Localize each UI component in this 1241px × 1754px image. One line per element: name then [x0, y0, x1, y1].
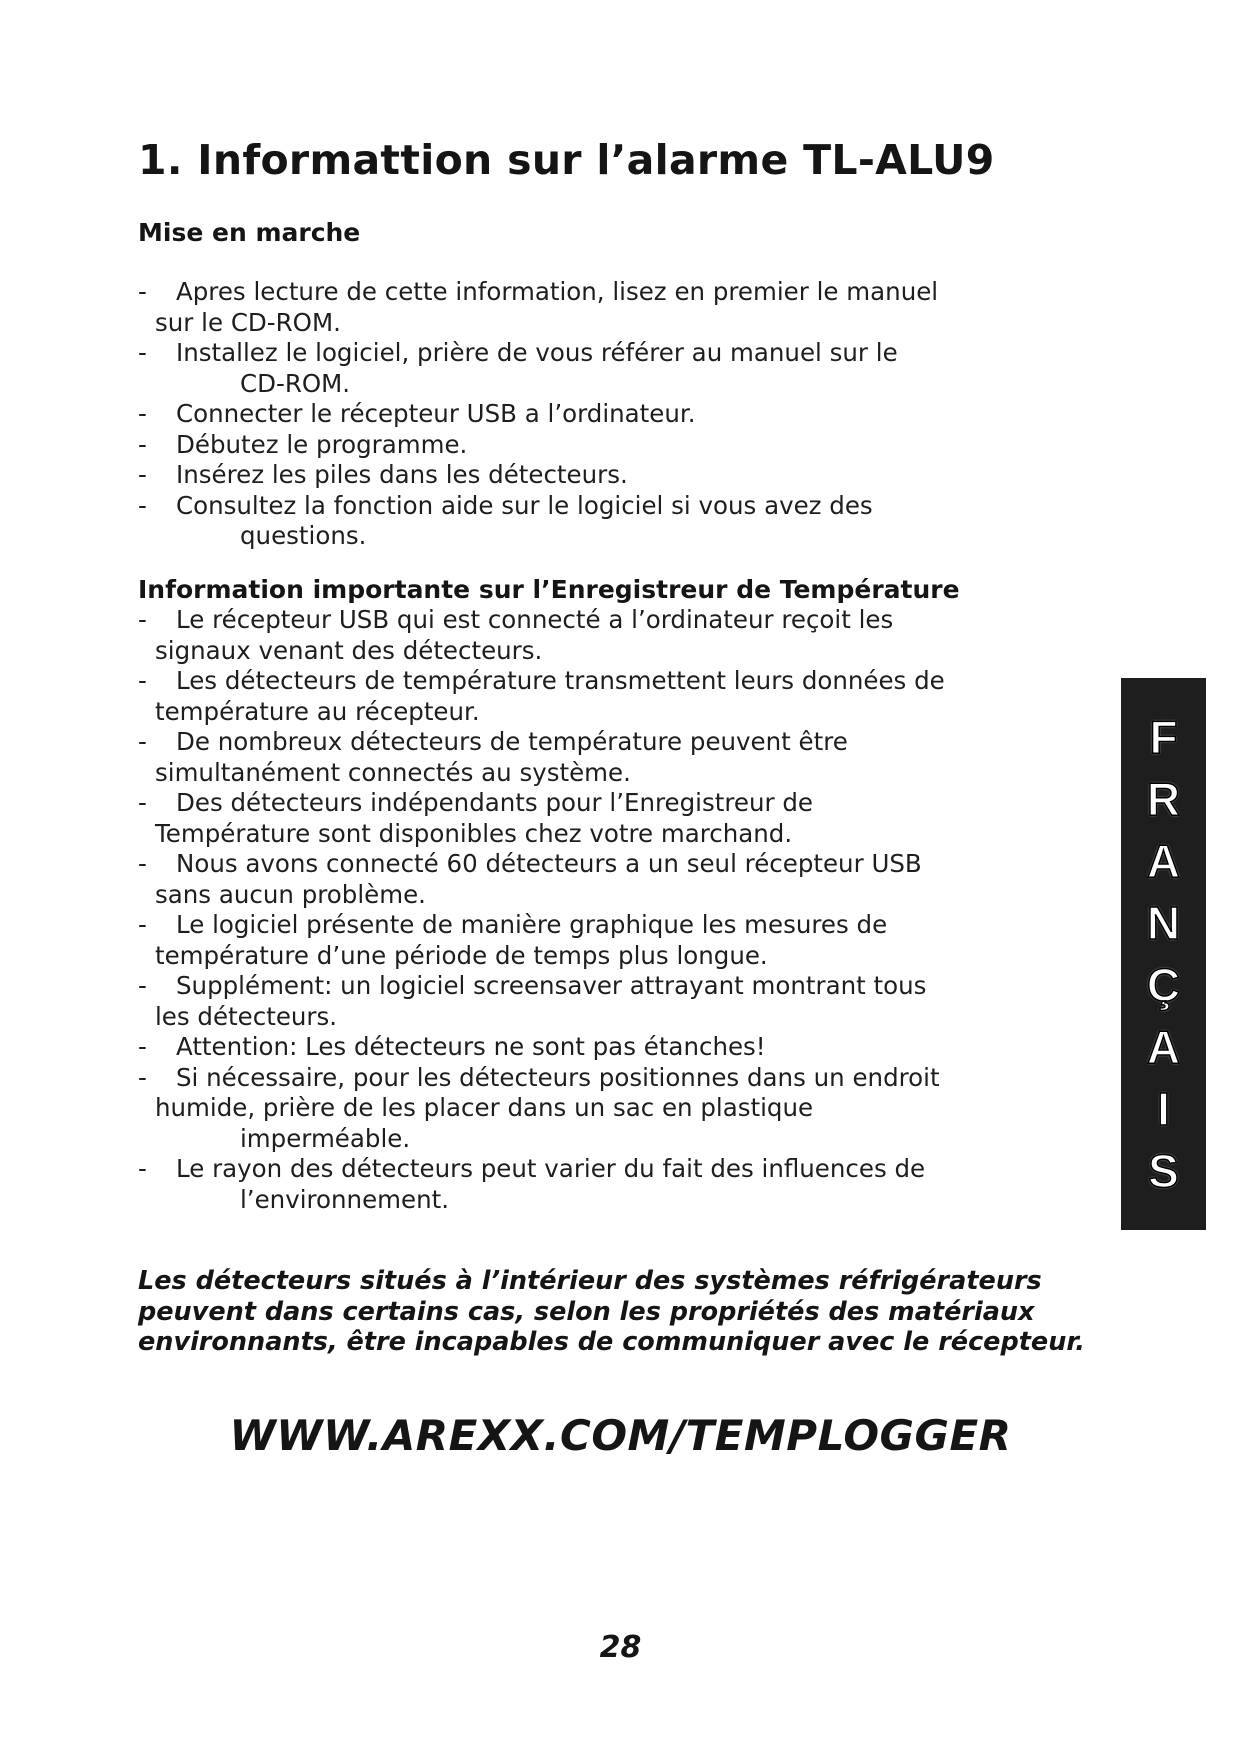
list-item: - De nombreux détecteurs de température peuvent être simultanément connectés au système.	[138, 727, 848, 787]
startup-steps-list	[138, 277, 988, 552]
language-tab-letter: S	[1148, 1145, 1179, 1197]
list-dash: -	[138, 1062, 147, 1092]
language-tab-letter: N	[1146, 897, 1181, 949]
language-tab-letter: A	[1146, 835, 1181, 887]
list-dash: -	[138, 277, 147, 306]
list-dash: -	[138, 429, 147, 459]
list-item: - Le récepteur USB qui est connecté a l’ordinateur reçoit les signaux venant des détecteurs.	[138, 605, 894, 665]
language-tab-letter: Ç	[1146, 959, 1181, 1011]
list-dash: -	[138, 666, 147, 695]
list-dash: -	[138, 490, 147, 520]
page-title: 1. Informattion sur l’alarme TL-ALU9	[138, 136, 995, 184]
list-item: - Si nécessaire, pour les détecteurs positionnes dans un endroit humide, prière de les placer dans un sac en plastique imperméable.	[138, 1062, 940, 1153]
section-heading-important-info: Information importante sur l’Enregistreur de Température	[138, 575, 960, 604]
list-item: - Le rayon des détecteurs peut varier du fait des influences de l’environnement.	[138, 1154, 926, 1214]
list-dash: -	[138, 460, 147, 489]
list-item: - Des détecteurs indépendants pour l’Enregistreur de Température sont disponibles chez votre marchand.	[138, 788, 813, 848]
important-info-list	[138, 605, 988, 1215]
list-item: - Le logiciel présente de manière graphique les mesures de température d’une période de temps plus longue.	[138, 910, 888, 970]
list-item: - Attention: Les détecteurs ne sont pas étanches!	[138, 1032, 766, 1061]
list-item: - Connecter le récepteur USB a l’ordinateur.	[138, 399, 696, 428]
list-item: - Consultez la fonction aide sur le logiciel si vous avez des questions.	[138, 490, 873, 550]
list-item: - Supplément: un logiciel screensaver attrayant montrant tous les détecteurs.	[138, 971, 927, 1031]
language-tab-letter: R	[1146, 773, 1181, 825]
refrigerator-warning: Les détecteurs situés à l’intérieur des systèmes réfrigérateurs peuvent dans certains cas, selon les propriétés des matériaux environnants, être incapables de communiquer avec le récepteur.	[138, 1266, 1085, 1357]
list-dash: -	[138, 605, 147, 634]
list-dash: -	[138, 399, 147, 428]
list-item: - Nous avons connecté 60 détecteurs a un seul récepteur USB sans aucun problème.	[138, 849, 922, 909]
page-number: 28	[599, 1630, 642, 1665]
list-item: - Insérez les piles dans les détecteurs.	[138, 460, 628, 489]
website-url: WWW.AREXX.COM/TEMPLOGGER	[229, 1411, 1012, 1460]
list-dash: -	[138, 727, 147, 756]
section-heading-startup: Mise en marche	[138, 218, 361, 247]
list-dash: -	[138, 788, 147, 817]
language-tab-letter: I	[1157, 1083, 1170, 1135]
list-dash: -	[138, 910, 147, 939]
list-item: - Installez le logiciel, prière de vous référer au manuel sur le CD-ROM.	[138, 338, 898, 398]
list-dash: -	[138, 1032, 147, 1061]
language-tab	[1121, 678, 1206, 1230]
list-item: - Les détecteurs de température transmettent leurs données de température au récepteur.	[138, 666, 945, 726]
list-item: - Apres lecture de cette information, lisez en premier le manuel sur le CD-ROM.	[138, 277, 939, 337]
list-dash: -	[138, 1154, 147, 1183]
language-tab-letter: A	[1146, 1021, 1181, 1073]
list-dash: -	[138, 971, 147, 1000]
list-item: - Débutez le programme.	[138, 429, 468, 459]
language-tab-letter: F	[1149, 711, 1178, 763]
list-dash: -	[138, 338, 147, 367]
list-dash: -	[138, 849, 147, 878]
